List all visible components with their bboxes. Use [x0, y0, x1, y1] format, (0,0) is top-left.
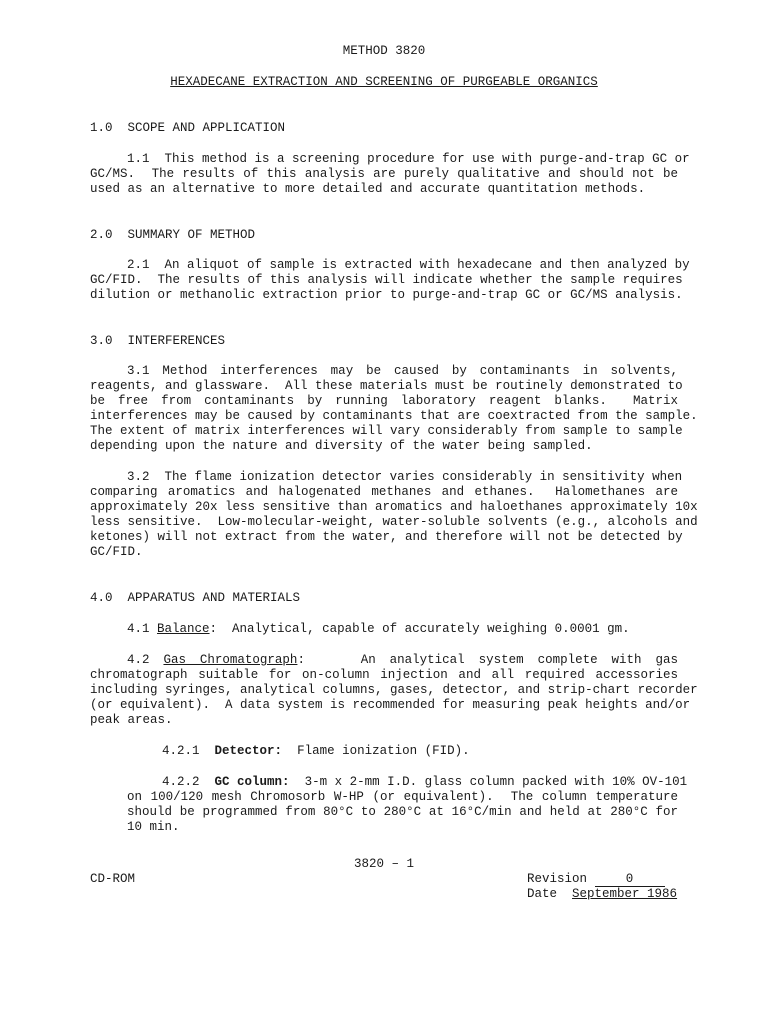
para-1-1-line-2: GC/MS. The results of this analysis are purely qualitative and should not be: [90, 167, 678, 181]
para-3-1-line-1: 3.1 Method interferences may be caused by contaminants in solvents,: [127, 364, 678, 378]
para-2-1-line-3: dilution or methanolic extraction prior to purge-and-trap GC or GC/MS analysis.: [90, 288, 683, 302]
section-heading-1: 1.0 SCOPE AND APPLICATION: [90, 121, 286, 135]
para-4-2-2-line-1: 4.2.2 GC column: 3-m x 2-mm I.D. glass column packed with 10% OV-101: [162, 775, 688, 789]
date-value: September 1986: [572, 887, 678, 901]
para-3-2-line-3: approximately 20x less sensitive than aromatics and haloethanes approximately 10x: [90, 500, 698, 514]
section-heading-4: 4.0 APPARATUS AND MATERIALS: [90, 591, 301, 605]
footer-revision: Revision 0: [527, 872, 678, 887]
method-number: METHOD 3820: [342, 44, 426, 58]
para-1-1-line-1: 1.1 This method is a screening procedure for use with purge-and-trap GC or: [127, 152, 690, 166]
footer-source: CD-ROM: [90, 872, 136, 886]
para-4-2-line-4: (or equivalent). A data system is recommended for measuring peak heights and/or: [90, 698, 691, 712]
para-3-2-line-1: 3.2 The flame ionization detector varies considerably in sensitivity when: [127, 470, 683, 484]
para-2-1-line-2: GC/FID. The results of this analysis will indicate whether the sample requires: [90, 273, 683, 287]
page-number: 3820 – 1: [353, 857, 414, 871]
para-4-2-line-5: peak areas.: [90, 713, 173, 727]
section-heading-2: 2.0 SUMMARY OF METHOD: [90, 228, 256, 242]
para-4-2-2-line-3: should be programmed from 80°C to 280°C at 16°C/min and held at 280°C for: [127, 805, 678, 819]
para-4-1: 4.1 Balance: Analytical, capable of accurately weighing 0.0001 gm.: [127, 622, 630, 636]
para-1-1-line-3: used as an alternative to more detailed and accurate quantitation methods.: [90, 182, 646, 196]
page-title: HEXADECANE EXTRACTION AND SCREENING OF PURGEABLE ORGANICS: [170, 75, 598, 89]
para-3-2-line-2: comparing aromatics and halogenated methanes and ethanes. Halomethanes are: [90, 485, 678, 499]
para-3-1-line-3: be free from contaminants by running laboratory reagent blanks. Matrix: [90, 394, 678, 408]
para-4-2-2-line-2: on 100/120 mesh Chromosorb W-HP (or equivalent). The column temperature: [127, 790, 678, 804]
revision-value: 0: [595, 873, 665, 887]
para-4-2-line-2: chromatograph suitable for on-column injection and all required accessories: [90, 668, 678, 682]
para-3-1-line-6: depending upon the nature and diversity of the water being sampled.: [90, 439, 593, 453]
para-3-1-line-2: reagents, and glassware. All these materials must be routinely demonstrated to: [90, 379, 683, 393]
para-3-2-line-5: ketones) will not extract from the water, and therefore will not be detected by: [90, 530, 683, 544]
para-3-1-line-4: interferences may be caused by contaminants that are coextracted from the sample.: [90, 409, 698, 423]
para-3-2-line-6: GC/FID.: [90, 545, 143, 559]
para-3-1-line-5: The extent of matrix interferences will vary considerably from sample to sample: [90, 424, 683, 438]
para-4-2-2-line-4: 10 min.: [127, 820, 180, 834]
para-4-2-line-3: including syringes, analytical columns, gases, detector, and strip-chart recorder: [90, 683, 698, 697]
footer-date: Date September 1986: [527, 887, 678, 901]
para-3-2-line-4: less sensitive. Low-molecular-weight, water-soluble solvents (e.g., alcohols and: [90, 515, 698, 529]
para-2-1-line-1: 2.1 An aliquot of sample is extracted with hexadecane and then analyzed by: [127, 258, 690, 272]
para-4-2-1: 4.2.1 Detector: Flame ionization (FID).: [162, 744, 470, 758]
para-4-2-line-1: 4.2 Gas Chromatograph: An analytical system complete with gas: [127, 653, 678, 667]
section-heading-3: 3.0 INTERFERENCES: [90, 334, 226, 348]
